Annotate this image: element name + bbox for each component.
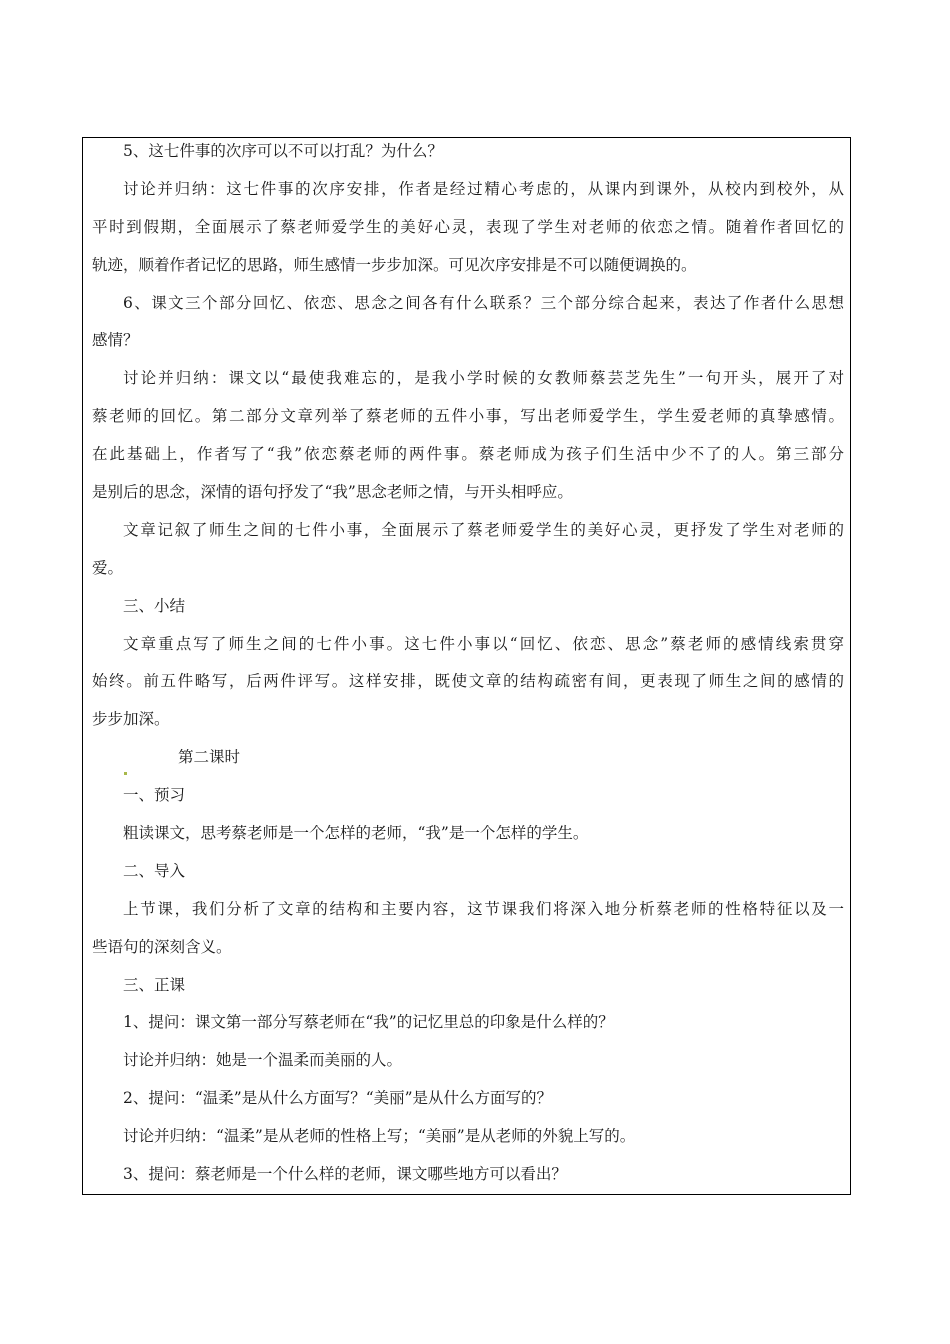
paragraph-line: 蔡老师的回忆。第二部分文章列举了蔡老师的五件小事，写出老师爱学生，学生爱老师的真挚感情。 [92, 407, 844, 426]
paragraph-line: 爱。 [92, 558, 124, 577]
paragraph-line: 讨论并归纳：课文以“最使我难忘的，是我小学时候的女教师蔡芸芝先生”一句开头，展开了对 [123, 369, 844, 388]
section-heading-intro: 二、导入 [123, 861, 186, 880]
paragraph-line: 感情？ [92, 331, 139, 350]
paragraph-line: 粗读课文，思考蔡老师是一个怎样的老师，“我”是一个怎样的学生。 [123, 824, 589, 843]
paragraph-line: 步步加深。 [92, 710, 170, 729]
paragraph-line: 些语句的深刻含义。 [92, 937, 232, 956]
question-3: 3、提问：蔡老师是一个什么样的老师，课文哪些地方可以看出？ [123, 1165, 567, 1184]
section-heading-summary: 三、小结 [123, 596, 186, 615]
question-5: 5、这七件事的次序可以不可以打乱？为什么？ [123, 142, 443, 160]
section-heading-preview: 一、预习 [123, 786, 186, 805]
document-body [92, 140, 844, 1201]
paragraph-line: 是别后的思念，深情的语句抒发了“我”思念老师之情，与开头相呼应。 [92, 483, 573, 502]
paragraph-line: 文章重点写了师生之间的七件小事。这七件小事以“回忆、依恋、思念”蔡老师的感情线索贯穿 [123, 634, 844, 653]
paragraph-line: 文章记叙了师生之间的七件小事，全面展示了蔡老师爱学生的美好心灵，更抒发了学生对老师的 [123, 520, 844, 539]
answer-2: 讨论并归纳：“温柔”是从老师的性格上写；“美丽”是从老师的外貌上写的。 [123, 1127, 636, 1146]
paragraph-line: 在此基础上，作者写了“我”依恋蔡老师的两件事。蔡老师成为孩子们生活中少不了的人。第三部分 [92, 445, 844, 464]
bullet-mark [124, 772, 127, 775]
paragraph-line: 上节课，我们分析了文章的结构和主要内容，这节课我们将深入地分析蔡老师的性格特征以及一 [123, 899, 844, 918]
paragraph-line: 讨论并归纳：这七件事的次序安排，作者是经过精心考虑的，从课内到课外，从校内到校外，从 [123, 179, 844, 198]
paragraph-line: 始终。前五件略写，后两件评写。这样安排，既使文章的结构疏密有间，更表现了师生之间的感情的 [92, 672, 844, 691]
paragraph-line: 轨迹，顺着作者记忆的思路，师生感情一步步加深。可见次序安排是不可以随便调换的。 [92, 255, 697, 274]
paragraph-line: 平时到假期，全面展示了蔡老师爱学生的美好心灵，表现了学生对老师的依恋之情。随着作者回忆的 [92, 217, 844, 236]
question-6: 6、课文三个部分回忆、依恋、思念之间各有什么联系？三个部分综合起来，表达了作者什么思想 [123, 293, 844, 312]
question-1: 1、提问：课文第一部分写蔡老师在“我”的记忆里总的印象是什么样的？ [123, 1013, 614, 1032]
question-2: 2、提问：“温柔”是从什么方面写？“美丽”是从什么方面写的？ [123, 1089, 553, 1108]
lesson-two-heading: 第二课时 [178, 748, 241, 767]
section-heading-main: 三、正课 [123, 975, 186, 994]
answer-1: 讨论并归纳：她是一个温柔而美丽的人。 [123, 1051, 403, 1070]
